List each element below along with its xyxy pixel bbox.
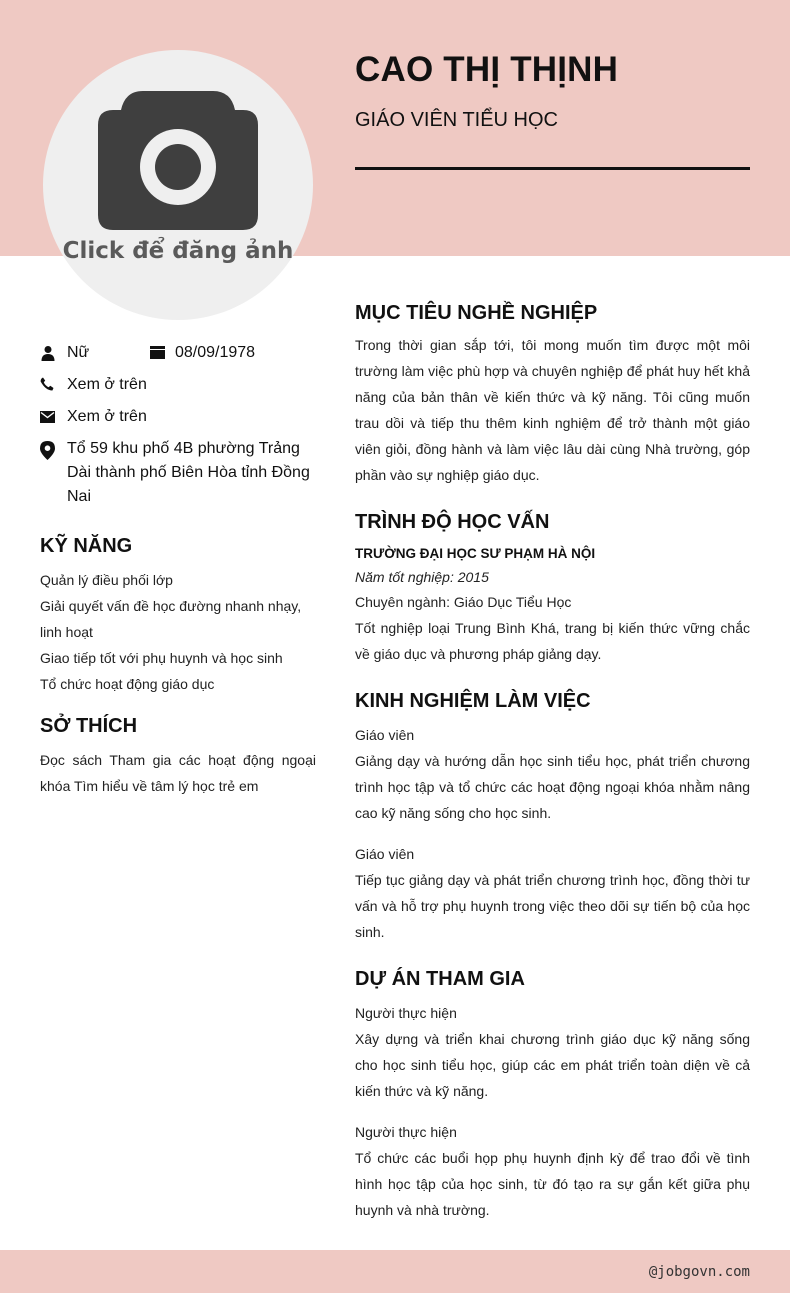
hobbies-heading: SỞ THÍCH xyxy=(40,715,138,737)
project-role: Người thực hiện xyxy=(355,1005,457,1021)
phone-icon xyxy=(40,377,54,391)
education-major: Chuyên ngành: Giáo Dục Tiểu Học xyxy=(355,594,572,610)
skill-item: Tổ chức hoạt động giáo dục xyxy=(40,676,215,692)
projects-heading: DỰ ÁN THAM GIA xyxy=(355,968,525,990)
skill-item: Quản lý điều phối lớp xyxy=(40,572,173,588)
experience-heading: KINH NGHIỆM LÀM VIỆC xyxy=(355,690,591,712)
hobbies-text: Đọc sách Tham gia các hoạt động ngoại khóa Tìm hiểu về tâm lý học trẻ em xyxy=(40,752,316,794)
address-row xyxy=(40,437,330,509)
skill-item: Giao tiếp tốt với phụ huynh và học sinh xyxy=(40,650,283,666)
skills-heading: KỸ NĂNG xyxy=(40,535,133,557)
objective-text: Trong thời gian sắp tới, tôi mong muốn tìm được một môi trường làm việc phù hợp và chuyên nghiệp để phát huy hết khả năng của bản thân về kiến thức và kỹ năng. Tôi cũng muốn trau dồi và tiếp thu thêm kinh nghiệm để trở thành một giáo viên giỏi, đồng hành và làm việc lâu dài cùng Nhà trường, góp phần vào sự nghiệp giáo dục. xyxy=(355,337,750,483)
education-description: Tốt nghiệp loại Trung Bình Khá, trang bị kiến thức vững chắc về giáo dục và phương pháp giảng dạy. xyxy=(355,620,750,662)
email-value: Xem ở trên xyxy=(67,408,147,425)
project-description: Tổ chức các buổi họp phụ huynh định kỳ để trao đổi về tình hình học tập của học sinh, từ đó tạo ra sự gắn kết giữa phụ huynh và nhà trường. xyxy=(355,1150,750,1218)
header-divider xyxy=(355,167,750,170)
objective-heading: MỤC TIÊU NGHỀ NGHIỆP xyxy=(355,302,598,324)
candidate-title: GIÁO VIÊN TIỂU HỌC xyxy=(355,109,558,131)
experience-description: Giảng dạy và hướng dẫn học sinh tiểu học, phát triển chương trình học tập và tổ chức các hoạt động ngoại khóa nhằm nâng cao kỹ năng sống cho học sinh. xyxy=(355,753,750,821)
address-line-3: Nai xyxy=(67,488,92,505)
skill-item: Giải quyết vấn đề học đường nhanh nhạy, xyxy=(40,598,302,614)
project-description: Xây dựng và triển khai chương trình giáo dục kỹ năng sống cho học sinh tiểu học, giúp các em phát triển toàn diện về cả kiến thức và kỹ năng. xyxy=(355,1031,750,1099)
education-heading: TRÌNH ĐỘ HỌC VẤN xyxy=(355,511,550,533)
mail-icon xyxy=(40,411,55,423)
experience-role: Giáo viên xyxy=(355,727,415,743)
graduation-year: Năm tốt nghiệp: 2015 xyxy=(355,569,489,585)
footer-credit: @jobgovn.com xyxy=(648,1264,750,1280)
skills-list xyxy=(40,567,316,697)
calendar-icon xyxy=(150,346,165,359)
birthdate-value: 08/09/1978 xyxy=(175,344,256,361)
skill-item: linh hoạt xyxy=(40,624,93,640)
school-name: TRƯỜNG ĐẠI HỌC SƯ PHẠM HÀ NỘI xyxy=(355,546,596,561)
email-row xyxy=(40,405,316,429)
address-line-2: Dài thành phố Biên Hòa tỉnh Đồng xyxy=(67,464,310,481)
experience-description: Tiếp tục giảng dạy và phát triển chương trình học, đồng thời tư vấn và hỗ trợ phụ huynh trong việc theo dõi sự tiến bộ của học sinh. xyxy=(355,872,750,940)
person-icon xyxy=(40,345,56,361)
phone-row xyxy=(40,373,316,397)
phone-value: Xem ở trên xyxy=(67,376,147,393)
gender-value: Nữ xyxy=(67,344,90,361)
avatar-upload[interactable] xyxy=(43,50,313,320)
birthdate-row xyxy=(150,341,320,365)
experience-role: Giáo viên xyxy=(355,846,415,862)
address-line-1: Tổ 59 khu phố 4B phường Trảng xyxy=(67,440,300,457)
camera-icon xyxy=(43,50,313,320)
avatar-upload-label: Click để đăng ảnh xyxy=(62,238,294,264)
location-pin-icon xyxy=(40,441,55,460)
project-role: Người thực hiện xyxy=(355,1124,457,1140)
candidate-name: CAO THỊ THỊNH xyxy=(355,50,619,89)
